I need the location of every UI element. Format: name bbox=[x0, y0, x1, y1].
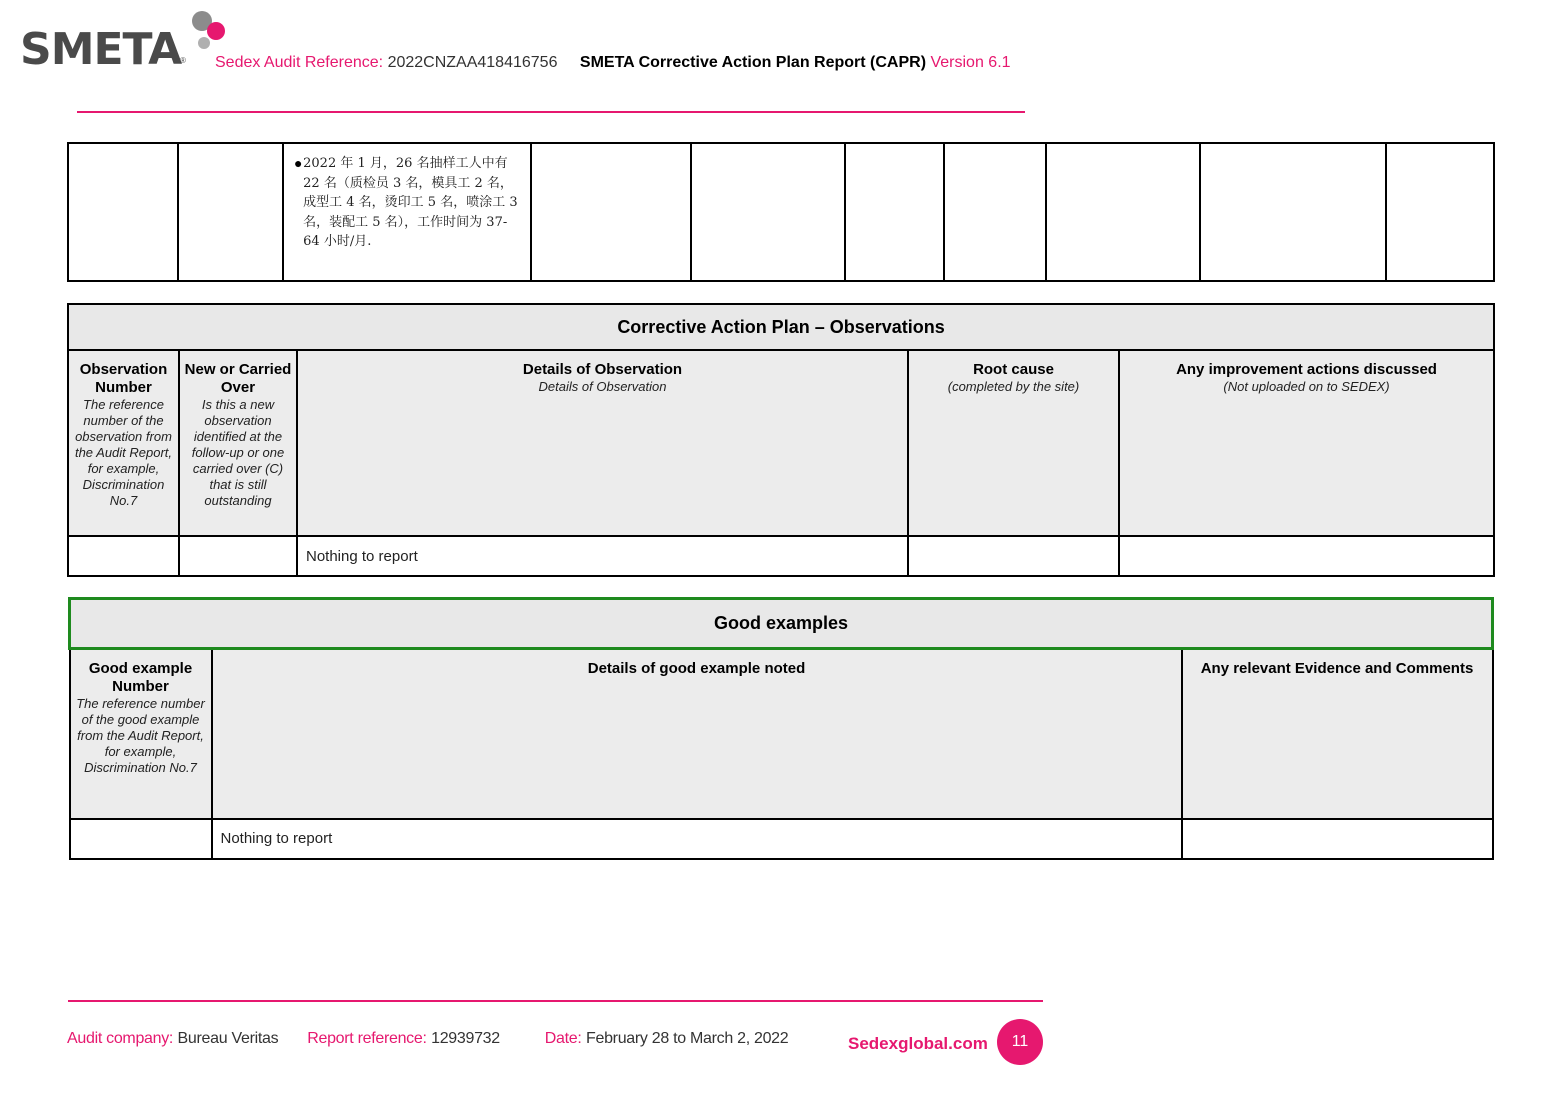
table-cell bbox=[178, 143, 283, 281]
audit-ref-label: Sedex Audit Reference: bbox=[215, 54, 384, 71]
audit-company-value: Bureau Veritas bbox=[177, 1030, 279, 1047]
table-header-row bbox=[70, 649, 1493, 819]
table-cell bbox=[908, 536, 1119, 576]
column-title: New or Carried Over bbox=[184, 361, 292, 396]
column-subtitle: The reference number of the good example from the Audit Report, for example, Discrimination No.7 bbox=[76, 696, 205, 775]
carryover-detail-text: 2022 年 1 月，26 名抽样工人中有 22 名（质检员 3 名，模具工 2 名，成型工 4 名，烫印工 5 名，喷涂工 3 名，装配工 5 名），工作时间为 37-64 小时/月. bbox=[303, 156, 518, 249]
table-cell bbox=[1046, 143, 1200, 281]
column-title: Observation Number bbox=[79, 361, 168, 396]
observations-table bbox=[67, 303, 1495, 577]
bullet-icon: ● bbox=[294, 155, 303, 171]
report-title: SMETA Corrective Action Plan Report (CAPR) bbox=[579, 54, 927, 71]
table-title-row bbox=[70, 599, 1493, 649]
table-row bbox=[68, 143, 1494, 281]
sedex-website-link[interactable]: Sedexglobal.com bbox=[848, 1034, 988, 1053]
column-subtitle: (completed by the site) bbox=[947, 379, 1080, 394]
report-ref-label: Report reference: bbox=[307, 1030, 427, 1047]
good-example-details-cell: Nothing to report bbox=[212, 819, 1182, 859]
column-title: Details of Observation bbox=[522, 361, 683, 378]
column-title: Root cause bbox=[973, 361, 1054, 378]
observations-title: Corrective Action Plan – Observations bbox=[68, 304, 1494, 350]
column-header-new-or-carried bbox=[179, 350, 297, 536]
column-subtitle: Details of Observation bbox=[538, 379, 667, 394]
column-subtitle: (Not uploaded on to SEDEX) bbox=[1223, 379, 1390, 394]
carryover-table bbox=[67, 142, 1495, 282]
report-ref-value: 12939732 bbox=[431, 1030, 500, 1047]
logo-text: SMETA bbox=[20, 24, 182, 75]
logo-registered-mark: ® bbox=[180, 56, 186, 65]
page-number-badge: 11 bbox=[997, 1019, 1043, 1065]
good-examples-title: Good examples bbox=[70, 599, 1493, 649]
header-divider bbox=[77, 111, 1025, 113]
audit-ref-value: 2022CNZAA418416756 bbox=[387, 54, 558, 71]
column-header-good-example-details bbox=[212, 649, 1182, 819]
table-row bbox=[68, 536, 1494, 576]
column-subtitle: The reference number of the observation from the Audit Report, for example, Discrimination No.7 bbox=[74, 397, 173, 508]
column-header-evidence-comments bbox=[1182, 649, 1493, 819]
column-title: Good example Number bbox=[88, 660, 193, 695]
table-cell bbox=[944, 143, 1046, 281]
column-header-details bbox=[297, 350, 908, 536]
column-title: Any relevant Evidence and Comments bbox=[1200, 660, 1474, 677]
table-cell bbox=[1182, 819, 1493, 859]
column-header-root-cause bbox=[908, 350, 1119, 536]
table-cell bbox=[1386, 143, 1494, 281]
column-title: Details of good example noted bbox=[587, 660, 806, 677]
column-header-improvement-actions bbox=[1119, 350, 1494, 536]
footer-divider bbox=[68, 1000, 1043, 1002]
date-label: Date: bbox=[544, 1030, 582, 1047]
table-cell bbox=[531, 143, 691, 281]
good-examples-table bbox=[68, 597, 1494, 860]
table-header-row bbox=[68, 350, 1494, 536]
audit-company-label: Audit company: bbox=[67, 1030, 174, 1047]
report-version: Version 6.1 bbox=[930, 54, 1011, 71]
observation-details-cell: Nothing to report bbox=[297, 536, 908, 576]
table-title-row bbox=[68, 304, 1494, 350]
table-cell bbox=[845, 143, 944, 281]
logo-circles-icon bbox=[168, 8, 228, 58]
table-cell-details bbox=[283, 143, 531, 281]
list-item bbox=[294, 154, 522, 252]
table-cell bbox=[1200, 143, 1386, 281]
table-cell bbox=[691, 143, 845, 281]
report-header bbox=[215, 54, 1011, 72]
table-cell bbox=[1119, 536, 1494, 576]
table-cell bbox=[179, 536, 297, 576]
date-value: February 28 to March 2, 2022 bbox=[586, 1030, 789, 1047]
report-footer bbox=[67, 1030, 788, 1048]
column-header-good-example-number bbox=[70, 649, 212, 819]
table-cell bbox=[68, 143, 178, 281]
column-header-observation-number bbox=[68, 350, 179, 536]
table-cell bbox=[70, 819, 212, 859]
column-title: Any improvement actions discussed bbox=[1176, 361, 1437, 378]
table-row bbox=[70, 819, 1493, 859]
table-cell bbox=[68, 536, 179, 576]
column-subtitle: Is this a new observation identified at the follow-up or one carried over (C) that is still outstanding bbox=[191, 397, 285, 508]
smeta-logo bbox=[20, 8, 210, 75]
